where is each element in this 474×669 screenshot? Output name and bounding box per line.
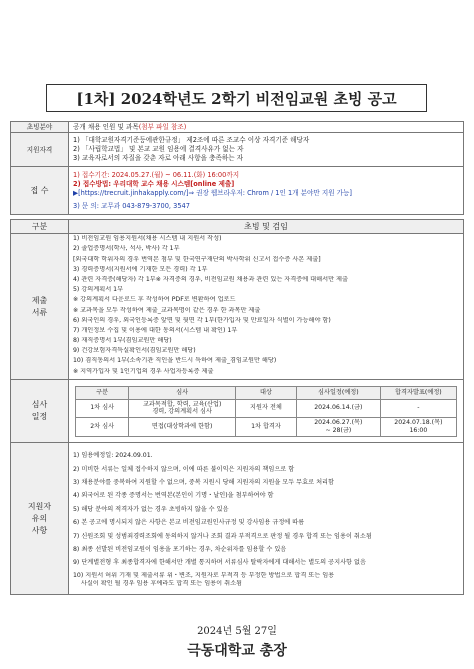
note-item: 7) 신원조회 및 성범죄경력조회에 동의하지 않거나 조회 결과 부적격으로 판정 될 경우 합격 또는 임용이 취소됨 xyxy=(73,532,372,540)
note-item: 4) 외국어로 된 각종 증명서는 번역본(본인이 기명・날인)을 첨부하여야 함 xyxy=(73,492,274,500)
schedule-review: 교과목적합, 학력, 교육(산업) 경력, 강의계획서 심사 xyxy=(129,399,236,418)
schedule-result: - xyxy=(380,399,456,418)
document-item: 2) 졸업증명서(학사, 석사, 박사) 각 1부 xyxy=(73,245,180,253)
document-item: 9) 건강보험자격득실확인서(겸임교원만 해당) xyxy=(73,347,196,355)
document-item: 1) 비전임교원 임용지원서(채용 시스템 내 지원서 작성) xyxy=(73,235,222,243)
contact-info: 3) 문 의: 교무과 043-879-3700, 3547 xyxy=(73,201,190,210)
document-item: ※ 교과목을 모두 작성하여 제출_교과목명이 같은 경우 한 과목만 제출 xyxy=(73,306,261,314)
schedule-table xyxy=(75,386,457,437)
attachment-note: (첨부 파일 참조) xyxy=(138,123,187,131)
note-item: 사실이 확인 될 경우 임용 후에라도 합격 또는 임용이 취소됨 xyxy=(73,579,243,587)
table-row xyxy=(76,418,457,437)
note-item: 9) 단계별전형 후 최종합격자에 한해서만 개별 통지하며 서류심사 탈락자에게 대해서는 별도의 공지사항 없음 xyxy=(73,559,366,567)
document-item: 8) 재직증명서 1부(겸임교원만 해당) xyxy=(73,337,172,345)
notes-content xyxy=(69,443,464,595)
note-item: 3) 채용분야를 중복하여 지원할 수 없으며, 중복 지원시 당해 지원자의 지원을 모두 무효로 처리함 xyxy=(73,479,335,487)
schedule-type: 1차 심사 xyxy=(76,399,129,418)
qualification-content xyxy=(69,133,464,167)
qualification-line: 3) 교육자로서의 자질을 갖춘 자로 아래 사항을 충족하는 자 xyxy=(73,154,244,163)
schedule-target: 지원자 전체 xyxy=(236,399,297,418)
note-item: 1) 임용예정일: 2024.09.01. xyxy=(73,452,153,460)
qualification-line: 1) 「대학교원자격기준등에관한규정」 제2조에 따른 조교수 이상 자격기준 해당자 xyxy=(73,136,310,145)
note-item: 5) 해당 분야의 적격자가 없는 경우 초빙하지 않을 수 있음 xyxy=(73,505,229,513)
document-item: 3) 경력증명서(지원서에 기재한 모든 경력) 각 1부 xyxy=(73,265,208,273)
schedule-header: 대상 xyxy=(236,386,297,399)
application-period: 1) 접수기간: 2024.05.27.(월) ~ 06.11.(화) 16:00까지 xyxy=(73,170,240,179)
schedule-header: 심사일정(예정) xyxy=(296,386,380,399)
schedule-date: 2024.06.14.(금) xyxy=(296,399,380,418)
notes-label: 지원자 유의 사항 xyxy=(11,443,69,595)
schedule-review: 면접(대상학과에 한함) xyxy=(129,418,236,437)
schedule-result: 2024.07.18.(목) 16:00 xyxy=(380,418,456,437)
schedule-content xyxy=(69,380,464,443)
document-item: 4) 관련 자격증(해당자) 각 1부※ 자격증의 경우, 비전임교원 채용과 관련 있는 자격증에 대해서만 제출 xyxy=(73,275,348,283)
schedule-type: 2차 심사 xyxy=(76,418,129,437)
main-table xyxy=(10,219,464,595)
note-item: 6) 본 공고에 명시되지 않은 사항은 본교 비전임교원인사규정 및 강사임용 규정에 따름 xyxy=(73,519,305,527)
schedule-header: 합격자발표(예정) xyxy=(380,386,456,399)
document-item: 5) 강의계획서 1부 xyxy=(73,286,124,294)
signature: 극동대학교 총장 xyxy=(187,643,287,659)
application-content xyxy=(69,167,464,215)
schedule-header: 구분 xyxy=(76,386,129,399)
application-label: 접 수 xyxy=(11,167,69,215)
document-item: ※ 지역가입자 및 1인기업의 경우 사업자등록증 제출 xyxy=(73,367,214,375)
schedule-target: 1차 합격자 xyxy=(236,418,297,437)
note-item: 10) 지원서 허위 기재 및 제출서류 위・변조, 지원자로 부적격 등 부정한 방법으로 합격 또는 임용 xyxy=(73,571,335,579)
schedule-date: 2024.06.27.(목) ~ 28(금) xyxy=(296,418,380,437)
document-item: [외국대학 학위자의 경우 번역본 첨부 및 한국연구재단의 박사학위 신고서 접수증 사본 제출] xyxy=(73,255,321,263)
qualification-label: 지원자격 xyxy=(11,133,69,167)
table-row xyxy=(76,399,457,418)
recruit-label: 초빙분야 xyxy=(11,122,69,133)
info-table xyxy=(10,121,464,215)
document-item: 6) 외국인의 경우, 외국인등록증 앞면 및 뒷면 각 1부(한가입자 및 만료일자 식별이 가능해야 함) xyxy=(73,316,331,324)
document-item: 7) 개인정보 수집 및 이용에 대한 동의서(시스템 내 확인) 1부 xyxy=(73,326,238,334)
documents-content xyxy=(69,234,464,380)
note-item: 2) 미비한 서류는 일체 접수하지 않으며, 이에 따른 불이익은 지원자의 책임으로 함 xyxy=(73,465,295,473)
schedule-label: 심사 일정 xyxy=(11,380,69,443)
document-item: 10) 겸직동의서 1부(소속기관 직인을 반드시 득하여 제출_겸임교원만 해당) xyxy=(73,357,277,365)
application-url-link[interactable]: ▶[https://trecruit.jinhakapply.com/]⇒ 권장 웹브라우저: Chrom / 1인 1개 분야만 지원 가능] xyxy=(73,188,352,197)
schedule-header: 심사 xyxy=(129,386,236,399)
note-item: 8) 최종 선발된 비전임교원이 임용을 포기하는 경우, 차순위자를 임용할 수 있음 xyxy=(73,545,287,553)
announcement-date: 2024년 5월 27일 xyxy=(197,626,277,637)
page-title: [1차] 2024학년도 2학기 비전임교원 초빙 공고 xyxy=(46,84,427,112)
section-header-detail: 초빙 및 검임 xyxy=(69,220,464,234)
qualification-line: 2) 「사립학교법」 및 본교 교원 임용에 결격사유가 없는 자 xyxy=(73,145,244,154)
recruit-content: 공개 채용 인원 및 과목(첨부 파일 참조) xyxy=(69,122,464,133)
documents-label: 제출 서류 xyxy=(11,234,69,380)
document-item: ※ 강의계획서 다운로드 후 작성하여 PDF로 변환하여 업로드 xyxy=(73,296,236,304)
section-header-category: 구분 xyxy=(11,220,69,234)
application-method: 2) 접수방법: 우리대학 교수 채용 시스템[online 제출] xyxy=(73,179,235,188)
